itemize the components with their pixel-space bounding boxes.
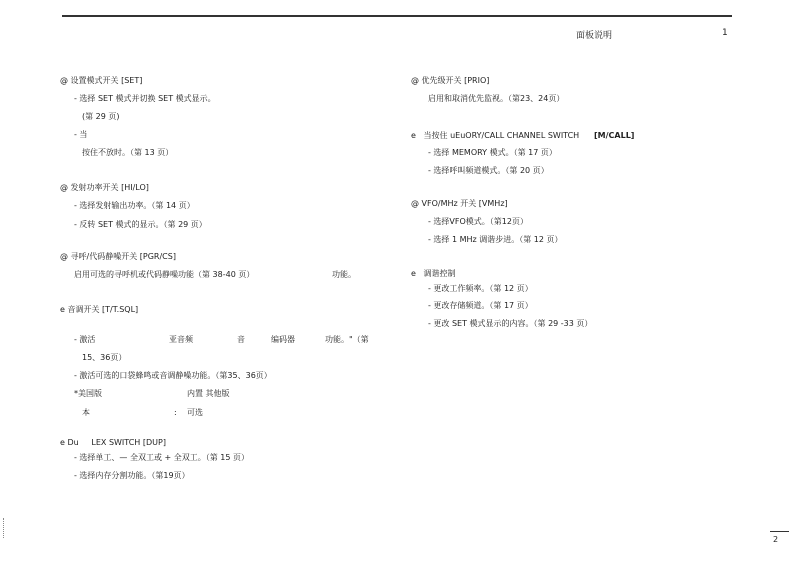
pgr-line-1: 启用可选的寻呼机或代码静噪功能（第 38-40 页） [74,270,255,279]
tsql-line-4b: 内置 其他版 [187,389,230,398]
tsql-line-1a: - 激活 [74,335,96,344]
tsql-line-1c: 音 [237,335,245,344]
header-rule [62,15,732,17]
tsql-line-5c: 可选 [187,408,203,417]
dup-line-1: - 选择单工、— 全双工或 + 全双工。（第 15 页） [74,453,250,462]
set-line-2: (第 29 页) [82,112,120,121]
mcall-title-bold: [M/CALL] [594,131,635,140]
pgr-title: @ 寻呼/代码静噪开关 [PGR/CS] [60,252,176,261]
set-line-3: - 当 [74,130,88,139]
prio-title: @ 优先级开关 [PRIO] [411,76,490,85]
tsql-line-1b: 亚音频 [169,335,193,344]
vfo-title: @ VFO/MHz 开关 [VMHz] [411,199,508,208]
dup-title: e Du LEX SWITCH [DUP] [60,438,166,447]
tsql-line-2: 15、36页） [82,353,127,362]
dup-line-2: - 选择内存分割功能。（第19页） [74,471,190,480]
set-line-4: 按住不放时。（第 13 页） [82,148,174,157]
hilo-line-2: - 反转 SET 模式的显示。（第 29 页） [74,220,207,229]
vfo-line-1: - 选择VFO模式。（第12页） [428,217,528,226]
tsql-line-5a: 本 [82,408,90,417]
mcall-line-2: - 选择呼叫频道模式。（第 20 页） [428,166,549,175]
pgr-line-1b: 功能。 [332,270,356,279]
chapter-number: 1 [722,28,728,38]
hilo-title: @ 发射功率开关 [HI/LO] [60,183,149,192]
tune-title: e 调谐控制 [411,269,456,278]
tsql-title: e 音调开关 [T/T.SQL] [60,305,139,314]
tsql-line-1e: 功能。"（第 [325,335,369,344]
set-line-1: - 选择 SET 模式并切换 SET 模式显示。 [74,94,216,103]
set-title: @ 设置模式开关 [SET] [60,76,143,85]
page-number: 2 [773,535,779,544]
tune-line-3: - 更改 SET 模式显示的内容。（第 29 -33 页） [428,319,593,328]
tune-line-2: - 更改存储频道。（第 17 页） [428,301,533,310]
mcall-title: e 当按住 uEuORY/CALL CHANNEL SWITCH [411,131,580,140]
binding-mark [3,518,5,538]
tune-line-1: - 更改工作频率。（第 12 页） [428,284,533,293]
tsql-line-3: - 激活可选的口袋蜂鸣或音调静噪功能。（第35、36页） [74,371,272,380]
tsql-line-4a: *美国版 [74,389,102,398]
vfo-line-2: - 选择 1 MHz 调谐步进。（第 12 页） [428,235,563,244]
tsql-line-1d: 编码器 [271,335,295,344]
section-title: 面板说明 [576,31,613,41]
prio-line-1: 启用和取消优先监视。（第23、24页） [428,94,565,103]
hilo-line-1: - 选择发射输出功率。（第 14 页） [74,201,195,210]
mcall-line-1: - 选择 MEMORY 模式。（第 17 页） [428,148,557,157]
tsql-line-5b: : [174,408,177,417]
footer-rule [770,531,789,532]
